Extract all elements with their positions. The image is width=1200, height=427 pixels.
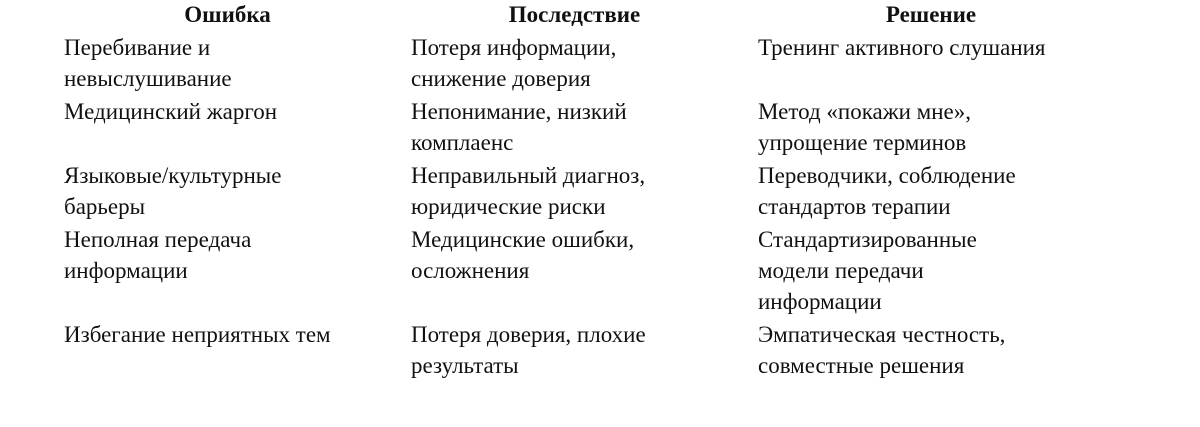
cell-solution: Стандартизированные модели передачи информации (758, 227, 977, 314)
cell-error: Медицинский жаргон (64, 99, 278, 124)
table-row (54, 319, 1114, 383)
cell-consequence: Неправильный диагноз, юридические риски (411, 163, 646, 219)
errors-table (54, 0, 1114, 383)
cell-consequence: Медицинские ошибки, осложнения (411, 227, 635, 283)
cell-solution: Метод «покажи мне», упрощение терминов (758, 99, 972, 155)
cell-solution: Переводчики, соблюдение стандартов терапии (758, 163, 1016, 219)
cell-error: Избегание неприятных тем (64, 322, 331, 347)
cell-error: Языковые/культурные барьеры (64, 163, 282, 219)
header-consequence: Последствие (508, 2, 641, 27)
cell-error: Перебивание и невыслушивание (64, 35, 232, 91)
header-error: Ошибка (184, 2, 271, 27)
header-solution: Решение (885, 2, 977, 27)
table-header-row (54, 0, 1114, 32)
cell-solution: Эмпатическая честность, совместные решения (758, 322, 1006, 378)
cell-solution: Тренинг активного слушания (758, 35, 1046, 60)
cell-consequence: Непонимание, низкий комплаенс (411, 99, 627, 155)
cell-consequence: Потеря информации, снижение доверия (411, 35, 617, 91)
table-row (54, 160, 1114, 224)
cell-error: Неполная передача информации (64, 227, 252, 283)
table-row (54, 224, 1114, 319)
table-row (54, 96, 1114, 160)
cell-consequence: Потеря доверия, плохие результаты (411, 322, 646, 378)
table-row (54, 32, 1114, 96)
